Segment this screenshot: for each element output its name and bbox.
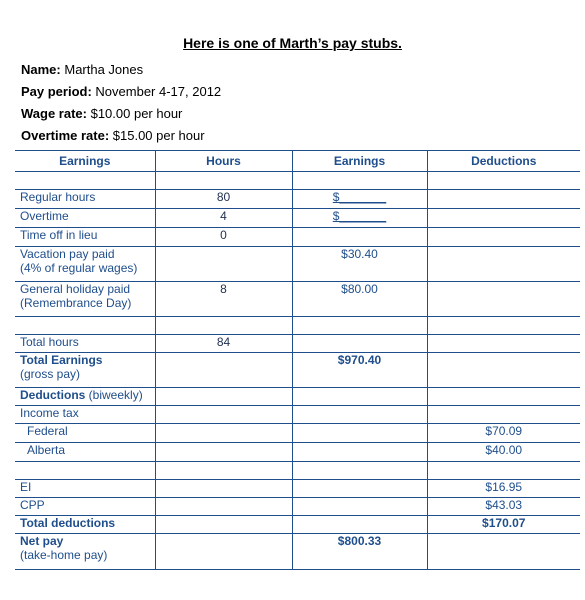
table-row: Overtime 4 $_______ [15, 209, 580, 228]
overtime-earnings-blank[interactable]: $_______ [292, 209, 427, 228]
overtime-rate-line: Overtime rate: $15.00 per hour [21, 128, 205, 143]
table-row: Income tax [15, 406, 580, 424]
header-earnings-amount: Earnings [292, 151, 427, 172]
pay-period-line: Pay period: November 4-17, 2012 [21, 84, 222, 99]
table-row: General holiday paid (Remembrance Day) 8 $80.00 [15, 282, 580, 317]
spacer-row [15, 317, 580, 335]
header-deductions: Deductions [427, 151, 580, 172]
table-row: Time off in lieu 0 [15, 228, 580, 247]
spacer-row [15, 462, 580, 480]
table-row: Regular hours 80 $_______ [15, 190, 580, 209]
table-row: Net pay (take-home pay) $800.33 [15, 534, 580, 570]
table-row: Vacation pay paid (4% of regular wages) $30.40 [15, 247, 580, 282]
table-row: Total Earnings (gross pay) $970.40 [15, 353, 580, 388]
regular-earnings-blank[interactable]: $_______ [292, 190, 427, 209]
pay-stub-table [15, 150, 580, 570]
page-title: Here is one of Marth’s pay stubs. [183, 35, 402, 51]
table-row: Alberta $40.00 [15, 443, 580, 462]
header-earnings: Earnings [15, 151, 155, 172]
table-row: EI $16.95 [15, 480, 580, 498]
table-row: Deductions (biweekly) [15, 388, 580, 406]
table-row: Federal $70.09 [15, 424, 580, 443]
header-hours: Hours [155, 151, 292, 172]
pay-stub-table-wrapper [15, 150, 580, 570]
wage-rate-line: Wage rate: $10.00 per hour [21, 106, 183, 121]
table-row: CPP $43.03 [15, 498, 580, 516]
name-line: Name: Martha Jones [21, 62, 144, 77]
spacer-row [15, 172, 580, 190]
table-row: Total hours 84 [15, 335, 580, 353]
table-row: Total deductions $170.07 [15, 516, 580, 534]
